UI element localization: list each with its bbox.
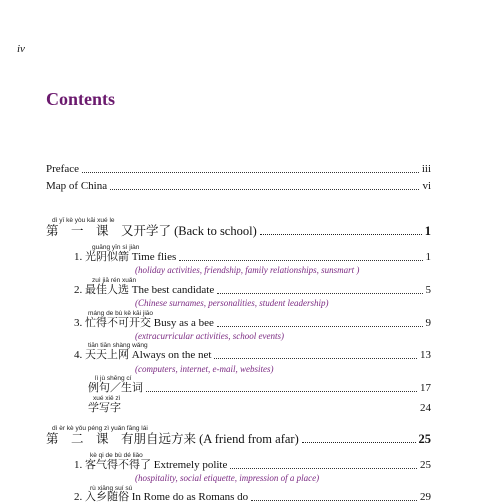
- leader-dots: [124, 411, 417, 412]
- toc-entry-map-of-china[interactable]: [46, 180, 431, 193]
- item-pinyin: tiān tiān shàng wǎng: [88, 342, 148, 349]
- item-pinyin: xué xiě zì: [93, 395, 121, 402]
- toc-label: 3. 忙得不可开交 Busy as a bee: [74, 317, 214, 329]
- toc-label: 2. 最佳人选 The best candidate: [74, 284, 215, 296]
- toc-entry-rome-as-romans[interactable]: [74, 491, 431, 504]
- toc-label: 2. 入乡随俗 In Rome do as Romans do: [74, 491, 249, 503]
- lesson-pinyin: dì èr kè yǒu péng zì yuǎn fāng lái: [52, 425, 148, 432]
- toc-entry-best-candidate[interactable]: [74, 284, 431, 297]
- toc-page: vi: [422, 180, 431, 192]
- lesson-pinyin: dì yī kè yòu kāi xué le: [52, 217, 115, 224]
- toc-entry-time-flies[interactable]: [74, 251, 431, 264]
- leader-dots: [110, 188, 419, 190]
- toc-label: 例句／生词: [88, 382, 143, 394]
- leader-dots: [251, 499, 417, 501]
- toc-page: iii: [421, 163, 431, 175]
- toc-entry-learn-to-write[interactable]: [88, 402, 431, 415]
- toc-entry-example-sentences-vocabulary[interactable]: [88, 382, 431, 395]
- toc-page: 24: [420, 402, 431, 414]
- toc-page: 9: [425, 317, 431, 329]
- toc-label: Preface: [46, 163, 79, 175]
- toc-page: 5: [425, 284, 431, 296]
- toc-label: 4. 天天上网 Always on the net: [74, 349, 212, 361]
- item-pinyin: guāng yīn sì jiàn: [92, 244, 140, 251]
- toc-label: 第 一 课 又开学了 (Back to school): [46, 224, 257, 238]
- leader-dots: [217, 292, 422, 294]
- toc-page: 25: [418, 432, 431, 446]
- topic-subtitle: (extracurricular activities, school events): [135, 331, 284, 341]
- toc-page: 29: [420, 491, 431, 503]
- item-pinyin: kè qi de bù dé liǎo: [90, 452, 143, 459]
- toc-entry-preface[interactable]: [46, 163, 431, 176]
- toc-label: 1. 光阴似箭 Time flies: [74, 251, 177, 263]
- toc-label: 学写字: [88, 402, 121, 414]
- item-pinyin: rù xiāng suí sú: [90, 485, 133, 492]
- leader-dots: [217, 325, 423, 327]
- leader-dots: [214, 357, 417, 359]
- toc-entry-extremely-polite[interactable]: [74, 459, 431, 472]
- leader-dots: [82, 171, 419, 173]
- item-pinyin: lì jù shēng cí: [95, 375, 132, 382]
- topic-subtitle: (Chinese surnames, personalities, student leadership): [135, 298, 329, 308]
- leader-dots: [230, 467, 417, 469]
- toc-entry-busy-as-a-bee[interactable]: [74, 317, 431, 330]
- item-pinyin: zuì jiā rén xuǎn: [92, 277, 137, 284]
- topic-subtitle: (computers, internet, e-mail, websites): [135, 364, 274, 374]
- toc-entry-lesson-1[interactable]: [46, 225, 431, 238]
- leader-dots: [179, 259, 422, 261]
- leader-dots: [302, 441, 416, 443]
- leader-dots: [146, 390, 417, 392]
- toc-label: Map of China: [46, 180, 108, 192]
- toc-label: 第 二 课 有朋自远方来 (A friend from afar): [46, 432, 299, 446]
- toc-page: 17: [420, 382, 431, 394]
- toc-entry-always-on-the-net[interactable]: [74, 349, 431, 362]
- toc-page: 25: [420, 459, 431, 471]
- toc-label: 1. 客气得不得了 Extremely polite: [74, 459, 228, 471]
- toc-page: 1: [424, 224, 431, 238]
- toc-page: 13: [420, 349, 431, 361]
- toc-page: 1: [425, 251, 431, 263]
- topic-subtitle: (holiday activities, friendship, family relationships, sunsmart ): [135, 265, 360, 275]
- topic-subtitle: (hospitality, social etiquette, impression of a place): [135, 473, 320, 483]
- toc-entry-lesson-2[interactable]: [46, 433, 431, 446]
- contents-title: Contents: [46, 89, 116, 109]
- page-number: iv: [17, 43, 25, 55]
- leader-dots: [260, 233, 422, 235]
- item-pinyin: máng de bù kě kāi jiāo: [88, 310, 154, 317]
